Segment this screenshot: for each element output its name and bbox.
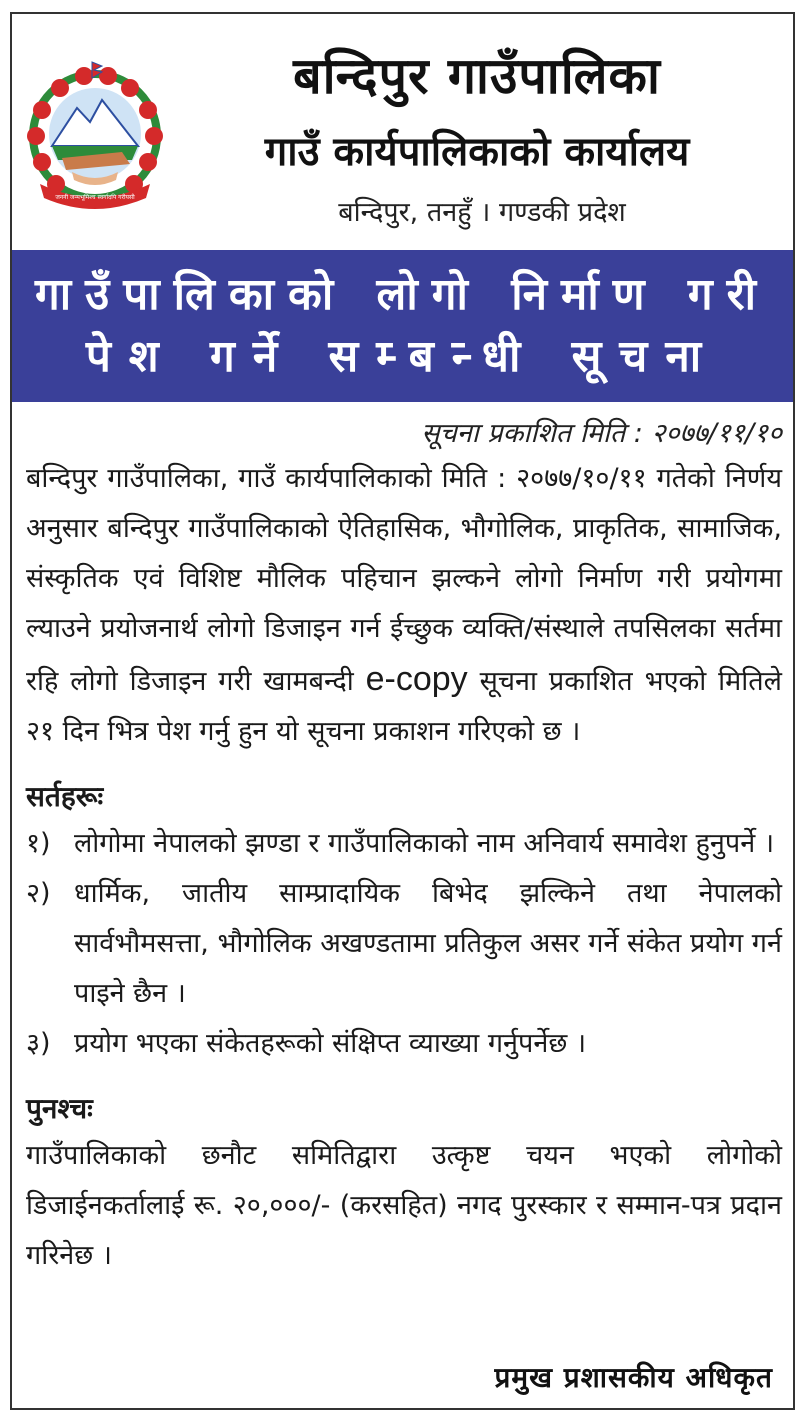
svg-text:जननी जन्मभूमिश्च स्वर्गादपि गर: जननी जन्मभूमिश्च स्वर्गादपि गरीयसी — [55, 194, 135, 201]
condition-number: २) — [26, 878, 51, 909]
postscript-heading: पुनश्चः — [26, 1092, 93, 1125]
postscript-text: गाउँपालिकाको छनौट समितिद्वारा उत्कृष्ट चयन भएको लोगोको डिजाईनकर्तालाई रू. २०,०००/- (करसहित) नगद पुरस्कार र सम्मान-पत्र प्रदान गरिनेछ । — [26, 1140, 782, 1271]
nepal-emblem-icon — [22, 60, 168, 210]
ecopy-text: e-copy — [365, 660, 468, 698]
condition-number: १) — [26, 828, 51, 859]
notice-banner — [12, 250, 793, 402]
header — [12, 14, 793, 249]
condition-item — [26, 869, 782, 1019]
condition-item — [26, 1019, 782, 1069]
condition-number: ३) — [26, 1028, 51, 1059]
condition-text: धार्मिक, जातीय साम्प्रादायिक बिभेद झल्किने तथा नेपालको सार्वभौमसत्ता, भौगोलिक अखण्डतामा प्रतिकुल असर गर्ने संकेत प्रयोग गर्न पाइने छैन । — [74, 878, 782, 1009]
office-subtitle: गाउँ कार्यपालिकाको कार्यालय — [264, 129, 690, 175]
banner-line-2: पेश गर्ने सम्बन्धी सूचना — [85, 331, 720, 382]
condition-text: लोगोमा नेपालको झण्डा र गाउँपालिकाको नाम अनिवार्य समावेश हुनुपर्ने । — [74, 828, 775, 859]
signature-title: प्रमुख प्रशासकीय अधिकृत — [494, 1361, 773, 1394]
notice-body-part-2: सूचना प्रकाशित भएको मितिले २१ दिन भित्र पेश गर्नु हुन यो सूचना प्रकाशन गरिएको छ । — [26, 666, 782, 747]
condition-text: प्रयोग भएका संकेतहरूको संक्षिप्त व्याख्या गर्नुपर्नेछ । — [74, 1028, 587, 1059]
condition-item — [26, 819, 782, 869]
published-date: सूचना प्रकाशित मिति : २०७७/११/१० — [421, 418, 782, 449]
office-address: बन्दिपुर, तनहुँ । गण्डकी प्रदेश — [338, 197, 626, 228]
conditions-heading: सर्तहरूः — [26, 780, 104, 813]
notice-body — [26, 414, 782, 1281]
banner-line-1: गाउँपालिकाको लोगो निर्माण गरी — [34, 269, 771, 320]
notice-body-part-1: बन्दिपुर गाउँपालिका, गाउँ कार्यपालिकाको मिति : २०७७/१०/११ गतेको निर्णय अनुसार बन्दिपुर गाउँपालिकाको ऐतिहासिक, भौगोलिक, प्राकृतिक, सामाजिक, संस्कृतिक एवं विशिष्ट मौलिक पहिचान झल्कने लोगो निर्माण गरी प्रयोगमा ल्याउने प्रयोजनार्थ लोगो डिजाइन गर्न ईच्छुक व्यक्ति/संस्थाले तपसिलका सर्तमा रहि लोगो डिजाइन गरी खामबन्दी — [26, 463, 782, 697]
notice-paragraph — [26, 454, 782, 757]
office-title: बन्दिपुर गाउँपालिका — [293, 47, 661, 105]
notice-frame — [10, 12, 795, 1410]
